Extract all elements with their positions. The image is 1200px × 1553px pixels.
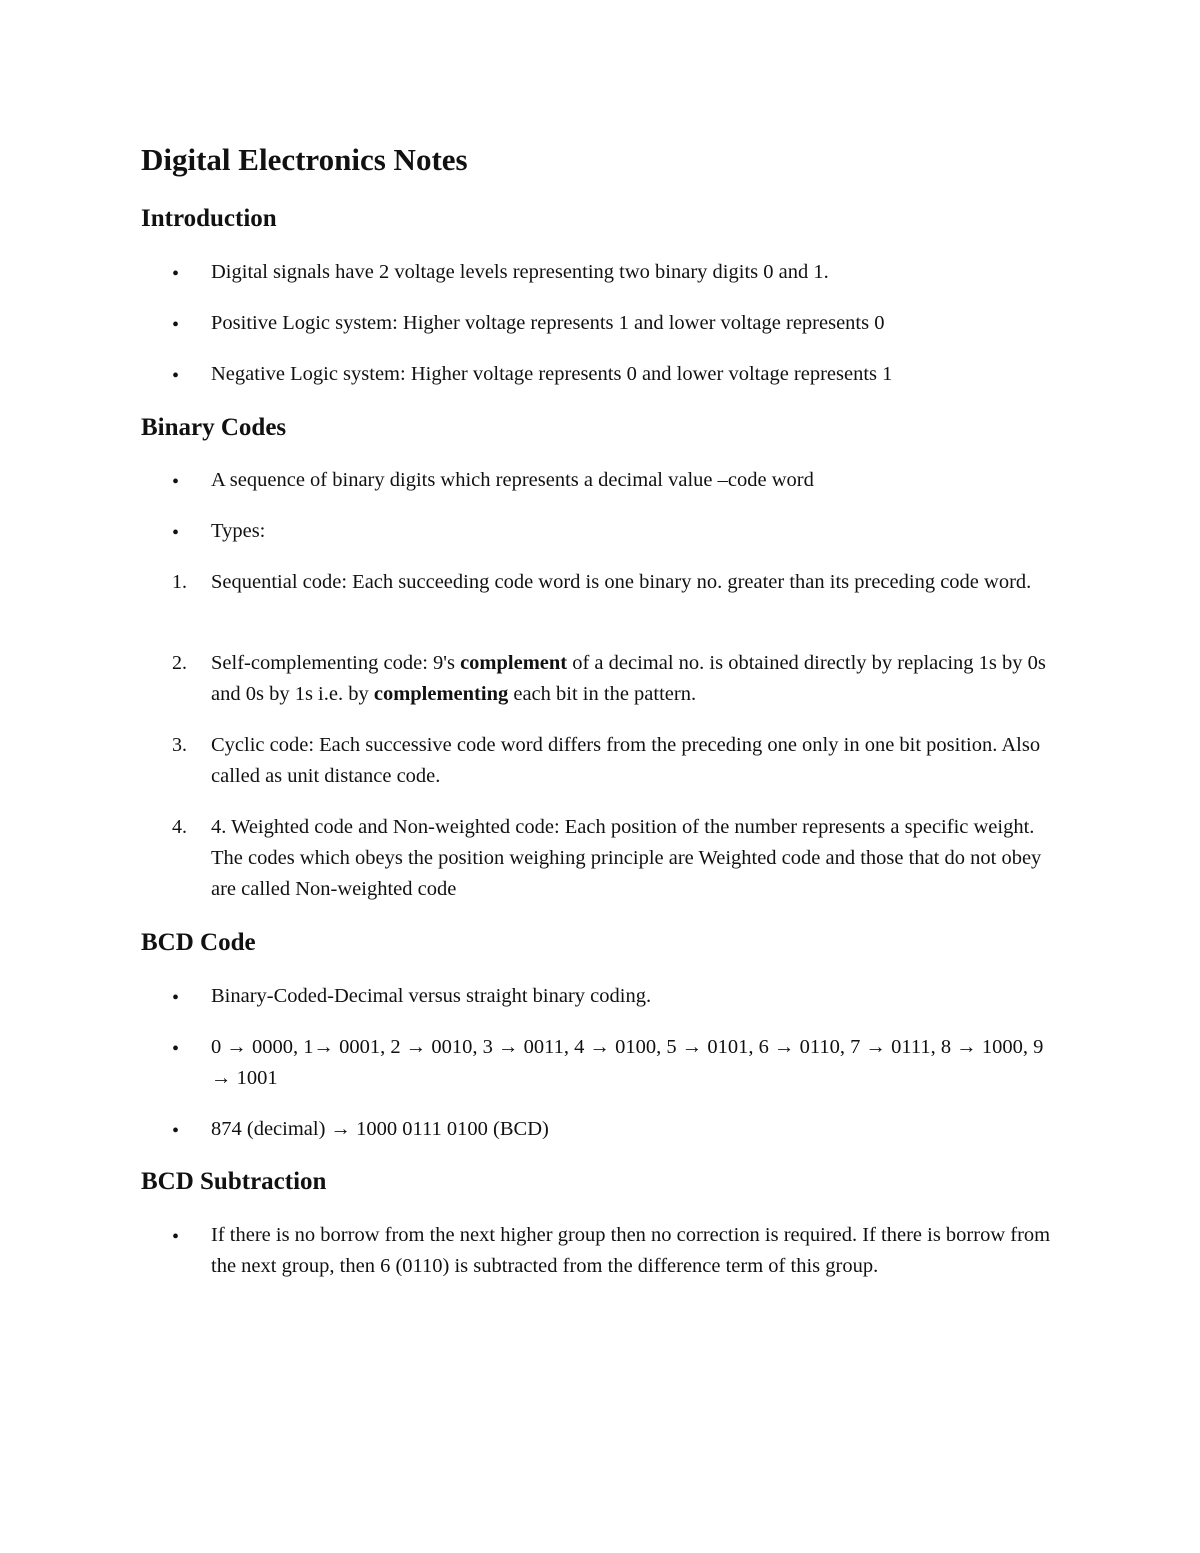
bcd-bullet-1: Binary-Coded-Decimal versus straight binary coding. bbox=[211, 985, 652, 1007]
item-text: each bit in the pattern. bbox=[508, 683, 697, 705]
numbered-item-self-complementing bbox=[211, 648, 1061, 710]
page-title: Digital Electronics Notes bbox=[141, 142, 468, 177]
intro-bullet-3: Negative Logic system: Higher voltage represents 0 and lower voltage represents 1 bbox=[211, 363, 893, 385]
list-marker: 3. bbox=[172, 734, 187, 756]
bullet-glyph: • bbox=[172, 1120, 180, 1142]
bullet-glyph: • bbox=[172, 522, 180, 544]
binary-codes-bullet-1: A sequence of binary digits which represents a decimal value –code word bbox=[211, 469, 814, 491]
bullet-glyph: • bbox=[172, 314, 180, 336]
bold-term: complement bbox=[460, 652, 568, 674]
list-marker: 2. bbox=[172, 652, 187, 674]
heading-bcd-subtraction: BCD Subtraction bbox=[141, 1168, 327, 1195]
bold-term: complementing bbox=[373, 683, 509, 705]
heading-introduction: Introduction bbox=[141, 205, 277, 232]
heading-binary-codes: Binary Codes bbox=[141, 414, 287, 441]
bullet-glyph: • bbox=[172, 987, 180, 1009]
bullet-glyph: • bbox=[172, 1226, 180, 1248]
numbered-item-weighted: 4. Weighted code and Non-weighted code: Each position of the number represents a specific weight. The codes which obeys the position weighing principle are Weighted code and those that do not obey are called Non-weighted code bbox=[211, 816, 1042, 900]
intro-bullet-1: Digital signals have 2 voltage levels representing two binary digits 0 and 1. bbox=[211, 261, 829, 283]
bullet-glyph: • bbox=[172, 1038, 180, 1060]
list-marker: 1. bbox=[172, 571, 187, 593]
heading-bcd-code: BCD Code bbox=[141, 929, 256, 956]
bcd-bullet-3: 874 (decimal) → 1000 0111 0100 (BCD) bbox=[211, 1118, 549, 1140]
bullet-glyph: • bbox=[172, 365, 180, 387]
bcd-bullet-2: 0 → 0000, 1→ 0001, 2 → 0010, 3 → 0011, 4 → 0100, 5 → 0101, 6 → 0110, 7 → 0111, 8 → 1000, 9 → 1001 bbox=[211, 1036, 1044, 1089]
binary-codes-bullet-2: Types: bbox=[211, 520, 266, 542]
numbered-item-sequential: Sequential code: Each succeeding code word is one binary no. greater than its preceding code word. bbox=[211, 571, 1032, 593]
item-text: of a decimal no. is obtained directly by replacing 1s by 0s and 0s by 1s i.e. by bbox=[211, 652, 1046, 705]
bullet-glyph: • bbox=[172, 471, 180, 493]
item-text: Self-complementing code: 9's bbox=[211, 652, 461, 674]
list-marker: 4. bbox=[172, 816, 187, 838]
bullet-glyph: • bbox=[172, 263, 180, 285]
numbered-item-cyclic: Cyclic code: Each successive code word differs from the preceding one only in one bit position. Also called as unit distance code. bbox=[211, 734, 1041, 787]
bcd-subtraction-bullet-1: If there is no borrow from the next higher group then no correction is required. If there is borrow from the next group, then 6 (0110) is subtracted from the difference term of this group. bbox=[211, 1224, 1051, 1277]
intro-bullet-2: Positive Logic system: Higher voltage represents 1 and lower voltage represents 0 bbox=[211, 312, 885, 334]
